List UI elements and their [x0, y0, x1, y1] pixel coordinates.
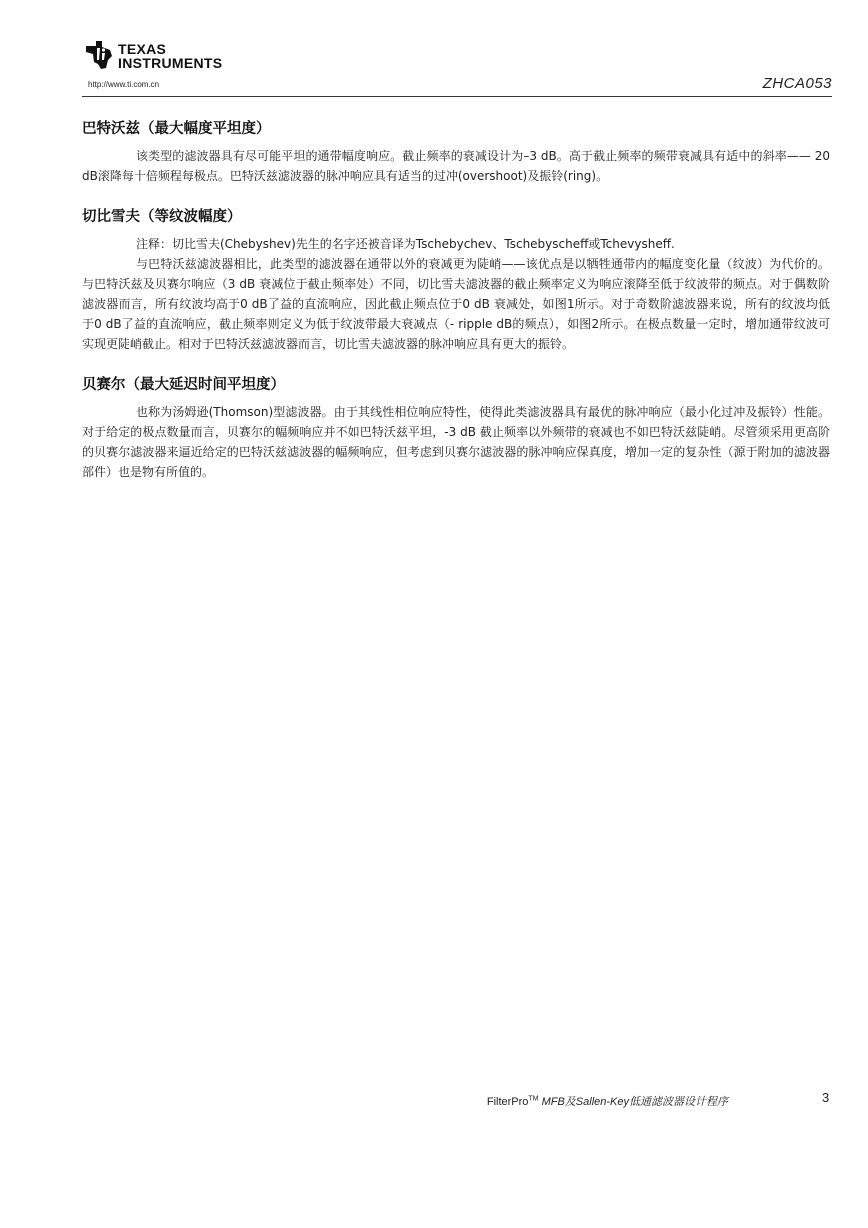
brand-line-2: INSTRUMENTS	[118, 55, 223, 71]
header-url: http://www.ti.com.cn	[88, 80, 160, 89]
page-header	[82, 36, 832, 98]
page-footer	[0, 1088, 868, 1112]
header-divider	[82, 96, 832, 97]
trademark-mark: TM	[528, 1095, 539, 1103]
main-content	[82, 118, 830, 502]
section-chebyshev	[82, 206, 830, 354]
footer-title-rest: MFB及Sallen-Key低通滤波器设计程序	[541, 1096, 728, 1108]
paragraph-note: 注释：切比雪夫(Chebyshev)先生的名字还被音译为Tschebychev、Tschebyscheff或Tchevysheff.	[136, 237, 675, 251]
brand-line-1: TEXAS	[118, 41, 167, 57]
paragraph: 该类型的滤波器具有尽可能平坦的通带幅度响应。截止频率的衰减设计为–3 dB。高于截止频率的频带衰减具有适中的斜率—— 20 dB滚降每十倍频程每极点。巴特沃兹滤波器的脉冲响应具有适当的过冲(overshoot)及振铃(ring)。	[82, 149, 830, 183]
footer-product-name: FilterPro	[486, 1096, 529, 1108]
section-heading: 巴特沃兹（最大幅度平坦度）	[82, 121, 271, 137]
ti-emblem-icon	[82, 38, 116, 72]
page-number: 3	[822, 1090, 830, 1105]
section-heading: 贝赛尔（最大延迟时间平坦度）	[82, 377, 285, 393]
brand-name	[118, 42, 222, 70]
document-id: ZHCA053	[762, 75, 832, 92]
section-bessel	[82, 374, 830, 482]
footer-document-title	[487, 1093, 728, 1109]
section-heading: 切比雪夫（等纹波幅度）	[82, 209, 242, 225]
section-butterworth	[82, 118, 830, 186]
paragraph: 与巴特沃兹滤波器相比，此类型的滤波器在通带以外的衰减更为陡峭——该优点是以牺牲通带内的幅度变化量（纹波）为代价的。与巴特沃兹及贝赛尔响应（3 dB 衰减位于截止频率处）不同，切比雪夫滤波器的截止频率定义为响应滚降至低于纹波带的频点。对于偶数阶滤波器而言，所有纹波均高于0 dB了益的直流响应，因此截止频点位于0 dB 衰减处，如图1所示。对于奇数阶滤波器来说，所有的纹波均低于0 dB了益的直流响应，截止频率则定义为低于纹波带最大衰减点（- ripple dB的频点），如图2所示。在极点数量一定时，增加通带纹波可实现更陡峭截止。相对于巴特沃兹滤波器而言，切比雪夫滤波器的脉冲响应具有更大的振铃。	[82, 257, 830, 351]
paragraph: 也称为汤姆逊(Thomson)型滤波器。由于其线性相位响应特性，使得此类滤波器具有最优的脉冲响应（最小化过冲及振铃）性能。对于给定的极点数量而言，贝赛尔的幅频响应并不如巴特沃兹平坦，-3 dB 截止频率以外频带的衰减也不如巴特沃兹陡峭。尽管须采用更高阶的贝赛尔滤波器来逼近给定的巴特沃兹滤波器的幅频响应，但考虑到贝赛尔滤波器的脉冲响应保真度，增加一定的复杂性（源于附加的滤波器部件）也是物有所值的。	[82, 405, 830, 479]
ti-logo	[82, 36, 242, 92]
